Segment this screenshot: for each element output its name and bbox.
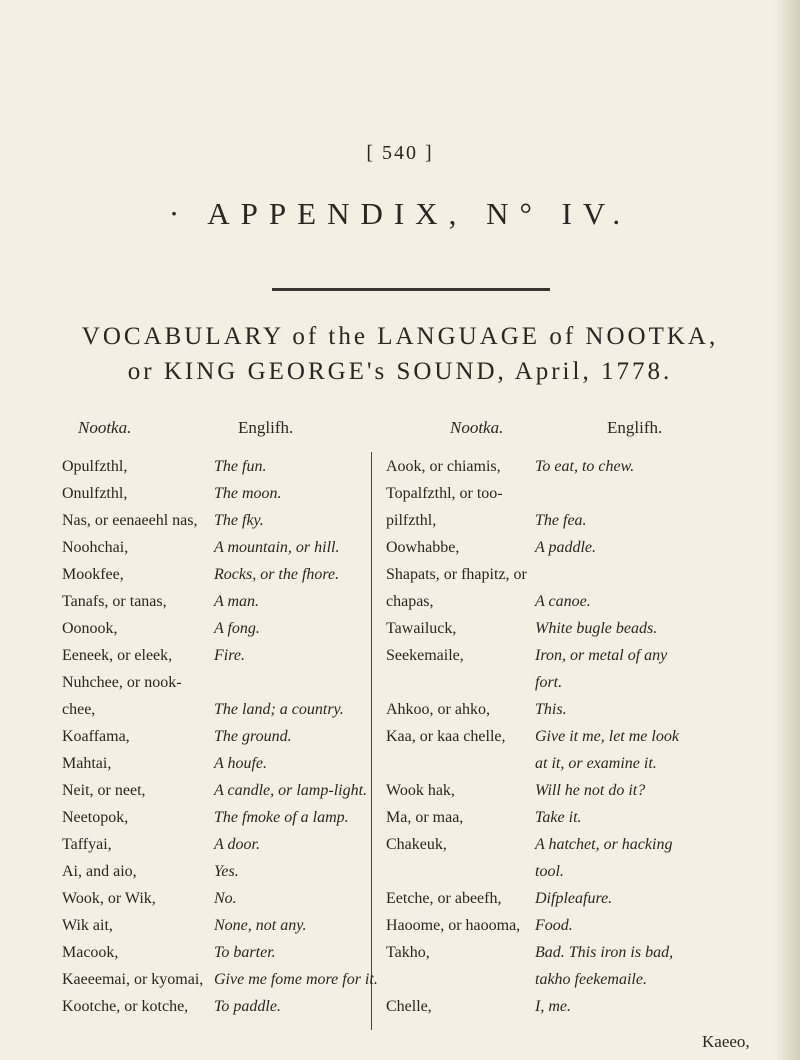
right-nootka-word: Wook hak,: [386, 782, 455, 799]
catchword: Kaeeo,: [702, 1032, 750, 1051]
left-nootka-word: Oonook,: [62, 620, 118, 637]
left-nootka-word: Macook,: [62, 944, 119, 961]
left-nootka-column-head: Nootka.: [78, 418, 132, 437]
appendix-title: · APPENDIX, N° IV.: [168, 196, 632, 231]
right-english-column-head: Englifh.: [607, 418, 663, 437]
left-english-meaning: A houfe.: [214, 755, 268, 772]
left-english-meaning: The moon.: [214, 485, 282, 502]
right-english-meaning: This.: [535, 701, 567, 718]
left-english-meaning: The ground.: [214, 728, 292, 745]
left-nootka-word: Koaffama,: [62, 728, 130, 745]
right-nootka-word: Ahkoo, or ahko,: [386, 701, 490, 718]
left-nootka-word: Wik ait,: [62, 917, 113, 934]
left-english-meaning: Yes.: [214, 863, 239, 880]
left-english-meaning: To paddle.: [214, 998, 281, 1015]
right-english-meaning: Take it.: [535, 809, 582, 826]
left-nootka-word: Neetopok,: [62, 809, 129, 826]
left-nootka-word: Kootche, or kotche,: [62, 998, 189, 1015]
left-english-meaning: Fire.: [214, 647, 245, 664]
left-english-meaning: A candle, or lamp-light.: [214, 782, 368, 799]
right-nootka-word: Tawailuck,: [386, 620, 457, 637]
left-nootka-word: Ai, and aio,: [62, 863, 137, 880]
right-nootka-word: Haoome, or haooma,: [386, 917, 521, 934]
right-english-meaning: Will he not do it?: [535, 782, 646, 799]
column-divider: [371, 452, 372, 1030]
left-english-meaning: Give me fome more for it.: [214, 971, 378, 988]
left-nootka-word: Noohchai,: [62, 539, 129, 556]
right-nootka-word: pilfzthl,: [386, 512, 437, 529]
left-nootka-word: Kaeeemai, or kyomai,: [62, 971, 204, 988]
right-english-meaning: I, me.: [535, 998, 571, 1015]
left-english-meaning: The land; a country.: [214, 701, 344, 718]
right-nootka-word: Chakeuk,: [386, 836, 447, 853]
right-english-meaning: tool.: [535, 863, 564, 880]
right-english-meaning: fort.: [535, 674, 563, 691]
left-english-meaning: Rocks, or the fhore.: [214, 566, 340, 583]
left-nootka-word: Wook, or Wik,: [62, 890, 156, 907]
right-english-meaning: Difpleafure.: [535, 890, 613, 907]
left-nootka-word: Tanafs, or tanas,: [62, 593, 167, 610]
right-nootka-column-head: Nootka.: [450, 418, 504, 437]
right-nootka-word: Eetche, or abeefh,: [386, 890, 502, 907]
left-english-meaning: The fky.: [214, 512, 264, 529]
left-english-meaning: The fun.: [214, 458, 267, 475]
left-nootka-word: Mookfee,: [62, 566, 124, 583]
left-nootka-word: Opulfzthl,: [62, 458, 128, 475]
left-nootka-word: Taffyai,: [62, 836, 112, 853]
right-nootka-word: Aook, or chiamis,: [386, 458, 501, 475]
left-english-meaning: No.: [214, 890, 237, 907]
left-nootka-word: chee,: [62, 701, 96, 718]
right-english-meaning: Bad. This iron is bad,: [535, 944, 674, 961]
title-rule: [272, 288, 550, 291]
right-english-meaning: at it, or examine it.: [535, 755, 657, 772]
left-nootka-word: Onulfzthl,: [62, 485, 128, 502]
right-english-meaning: A hatchet, or hacking: [535, 836, 673, 853]
left-english-meaning: A mountain, or hill.: [214, 539, 340, 556]
page-number: [ 540 ]: [366, 142, 434, 164]
left-nootka-word: Eeneek, or eleek,: [62, 647, 173, 664]
left-english-meaning: The fmoke of a lamp.: [214, 809, 349, 826]
left-english-meaning: None, not any.: [214, 917, 307, 934]
right-nootka-word: chapas,: [386, 593, 434, 610]
right-nootka-word: Takho,: [386, 944, 430, 961]
left-nootka-word: Mahtai,: [62, 755, 112, 772]
right-english-meaning: To eat, to chew.: [535, 458, 635, 475]
left-nootka-word: Neit, or neet,: [62, 782, 146, 799]
right-nootka-word: Shapats, or fhapitz, or: [386, 566, 527, 583]
right-english-meaning: The fea.: [535, 512, 587, 529]
left-english-meaning: To barter.: [214, 944, 276, 961]
right-nootka-word: Oowhabbe,: [386, 539, 460, 556]
right-english-meaning: Food.: [535, 917, 573, 934]
right-english-meaning: A canoe.: [535, 593, 591, 610]
vocabulary-heading-line-1: VOCABULARY of the LANGUAGE of NOOTKA,: [81, 323, 719, 350]
right-nootka-word: Chelle,: [386, 998, 432, 1015]
left-nootka-word: Nuhchee, or nook-: [62, 674, 182, 691]
right-english-meaning: A paddle.: [535, 539, 597, 556]
vocabulary-heading-line-2: or KING GEORGE's SOUND, April, 1778.: [127, 358, 673, 385]
left-english-meaning: A door.: [214, 836, 260, 853]
left-english-meaning: A fong.: [214, 620, 260, 637]
left-nootka-word: Nas, or eenaeehl nas,: [62, 512, 198, 529]
right-english-meaning: White bugle beads.: [535, 620, 658, 637]
right-english-meaning: takho feekemaile.: [535, 971, 647, 988]
right-nootka-word: Topalfzthl, or too-: [386, 485, 503, 502]
left-english-column-head: Englifh.: [238, 418, 294, 437]
right-english-meaning: Give it me, let me look: [535, 728, 679, 745]
right-nootka-word: Ma, or maa,: [386, 809, 464, 826]
right-english-meaning: Iron, or metal of any: [535, 647, 668, 664]
right-nootka-word: Seekemaile,: [386, 647, 464, 664]
left-english-meaning: A man.: [214, 593, 260, 610]
right-nootka-word: Kaa, or kaa chelle,: [386, 728, 506, 745]
